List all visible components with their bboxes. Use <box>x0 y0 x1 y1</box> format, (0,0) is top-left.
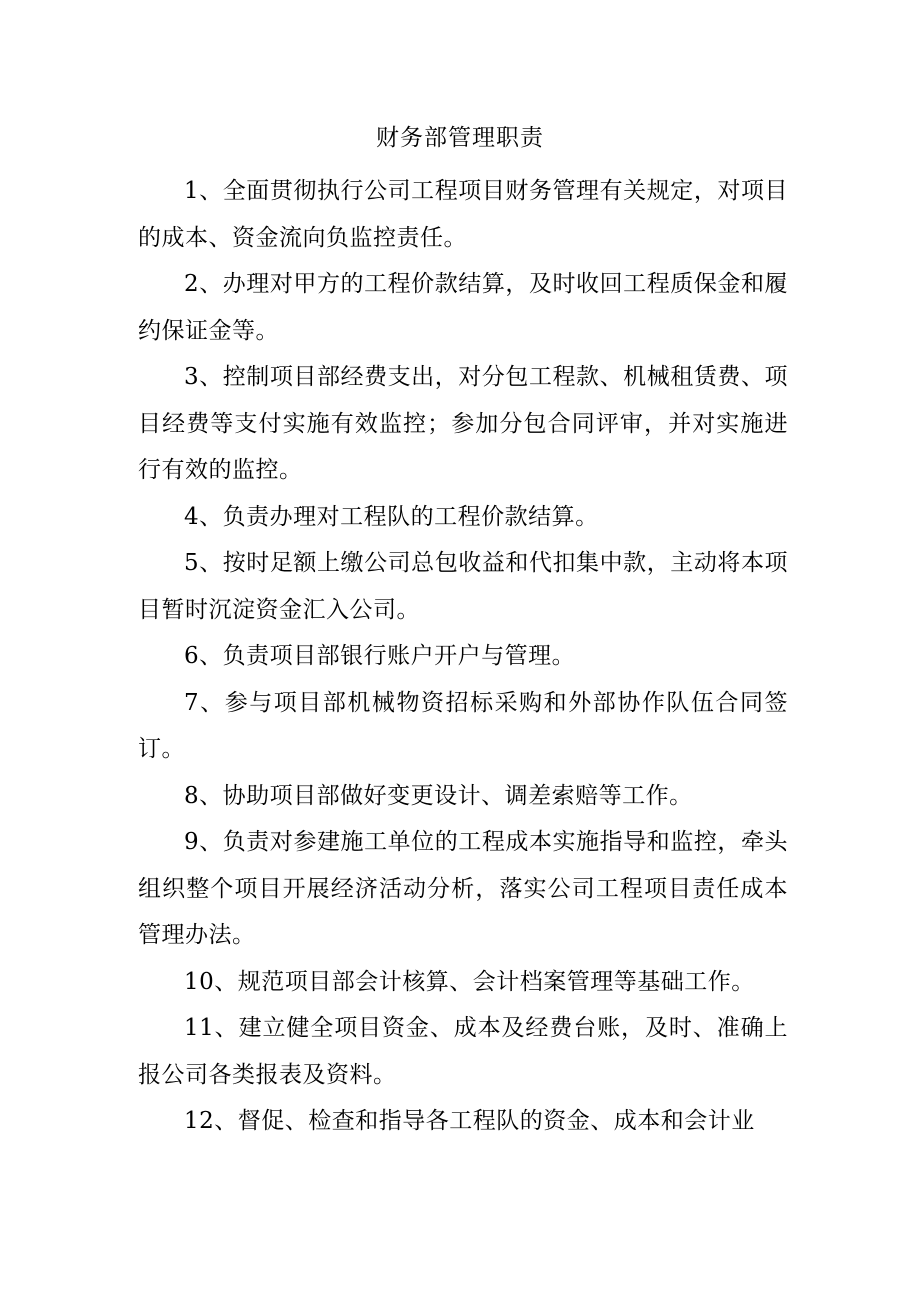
paragraph-4: 4、负责办理对工程队的工程价款结算。 <box>184 503 599 530</box>
paragraph-11: 11、建立健全项目资金、成本及经费台账，及时、准确上报公司各类报表及资料。 <box>138 1015 788 1088</box>
page-title: 财务部管理职责 <box>376 125 544 151</box>
paragraph-7: 7、参与项目部机械物资招标采购和外部协作队伍合同签订。 <box>138 689 788 762</box>
paragraph-12: 12、督促、检查和指导各工程队的资金、成本和会计业 <box>184 1108 755 1134</box>
document-body <box>138 168 788 1145</box>
paragraph-1: 1、全面贯彻执行公司工程项目财务管理有关规定，对项目的成本、资金流向负监控责任。 <box>138 178 788 251</box>
paragraph-5: 5、按时足额上缴公司总包收益和代扣集中款，主动将本项目暂时沉淀资金汇入公司。 <box>138 550 788 623</box>
paragraph-6: 6、负责项目部银行账户开户与管理。 <box>184 643 576 669</box>
paragraph-8: 8、协助项目部做好变更设计、调差索赔等工作。 <box>184 782 693 809</box>
paragraph-9: 9、负责对参建施工单位的工程成本实施指导和监控，牵头组织整个项目开展经济活动分析，落实公司工程项目责任成本管理办法。 <box>138 829 788 948</box>
paragraph-2: 2、办理对甲方的工程价款结算，及时收回工程质保金和履约保证金等。 <box>138 271 788 344</box>
paragraph-3: 3、控制项目部经费支出，对分包工程款、机械租赁费、项目经费等支付实施有效监控；参加分包合同评审，并对实施进行有效的监控。 <box>138 364 788 483</box>
paragraph-10: 10、规范项目部会计核算、会计档案管理等基础工作。 <box>184 968 755 995</box>
